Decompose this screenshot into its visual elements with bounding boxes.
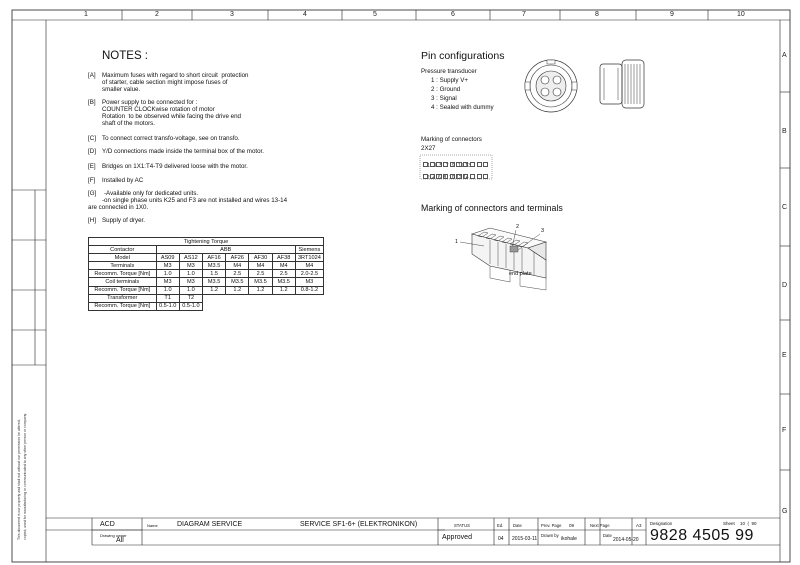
table-row	[89, 286, 324, 294]
table-cell: T2	[179, 294, 202, 302]
table-row	[89, 278, 324, 286]
row-label: E	[782, 352, 787, 359]
sheet-value: 10 ( 90	[740, 521, 757, 526]
table-cell: Contactor	[89, 246, 157, 254]
pin-number: 7	[445, 163, 449, 169]
column-label: 3	[230, 11, 234, 18]
note-line: Bridges on 1X1:T4-T9 delivered loose with the motor.	[102, 163, 248, 170]
terminals-title: Marking of connectors and terminals	[421, 203, 563, 213]
note-line: Maximum fuses with regard to short circuit protection	[102, 72, 249, 79]
next-page-label: Next Page	[590, 523, 610, 528]
note-line: -Available only for dedicated units.	[104, 190, 199, 197]
table-cell: M3	[156, 278, 179, 286]
table-row	[89, 270, 324, 278]
table-cell: 0.8-1.2	[295, 286, 323, 294]
table-cell: 3RT1024	[295, 254, 323, 262]
table-cell: M4	[226, 262, 249, 270]
table-cell: M3	[295, 278, 323, 286]
note-line: Y/D connections made inside the terminal box of the motor.	[102, 148, 264, 155]
designation-number: 9828 4505 99	[650, 527, 754, 544]
table-cell: Coil terminals	[89, 278, 157, 286]
connector-front-icon	[522, 58, 580, 114]
table-title: Tightening Torque	[89, 238, 324, 246]
table-cell: Recomm. Torque [Nm]	[89, 270, 157, 278]
name-label: Name	[147, 523, 158, 528]
note-line: COUNTER CLOCKwise rotation of motor	[102, 106, 215, 113]
drawing-owner: All	[116, 537, 124, 544]
pin-number: 11	[458, 163, 464, 169]
drawn-by-label: Drawn by	[541, 533, 559, 538]
table-cell: 0.5-1.0	[156, 302, 179, 310]
pin-number: 13	[465, 163, 472, 169]
table-cell: 1.2	[203, 286, 226, 294]
row-label: A	[782, 52, 787, 59]
table-row	[89, 302, 324, 310]
table-row	[89, 254, 324, 262]
marking-code: 2X27	[421, 145, 436, 152]
notes-title: NOTES :	[102, 50, 149, 62]
status-value: Approved	[442, 534, 472, 541]
table-cell: AS09	[156, 254, 179, 262]
table-cell: Siemens	[295, 246, 323, 254]
table-cell-empty	[203, 302, 324, 310]
column-label: 7	[522, 11, 526, 18]
pin-number: 2	[426, 175, 430, 181]
column-label: 10	[737, 11, 745, 18]
pin-item: 3 : Signal	[431, 95, 457, 102]
row-label: G	[782, 508, 788, 515]
pin-number: 14	[462, 175, 469, 181]
table-cell: M3.5	[249, 278, 272, 286]
table-cell: 2.0-2.5	[295, 270, 323, 278]
column-label: 8	[595, 11, 599, 18]
column-label: 4	[303, 11, 307, 18]
column-label: 5	[373, 11, 377, 18]
designation-label: Designation	[650, 521, 673, 526]
table-cell: ABB	[156, 246, 295, 254]
pin-number: 12	[455, 175, 462, 181]
table-cell: M4	[249, 262, 272, 270]
table-cell: T1	[156, 294, 179, 302]
pin-item: 4 : Sealed with dummy	[431, 104, 494, 111]
table-cell: M3.5	[272, 278, 295, 286]
service-title: SERVICE SF1-6+ (ELEKTRONIKON)	[300, 521, 418, 528]
pin-number: 1	[427, 163, 431, 169]
table-row	[89, 262, 324, 270]
note-line: smaller value.	[102, 86, 141, 93]
note-key: [F]	[88, 177, 96, 184]
table-row	[89, 238, 324, 246]
table-cell: Transformer	[89, 294, 157, 302]
pin-box-row	[423, 162, 488, 167]
pin-number: 8	[443, 175, 447, 181]
ed-value: 04	[498, 536, 504, 542]
table-cell: 1.0	[156, 270, 179, 278]
pin-number: 6	[437, 175, 441, 181]
pressure-transducer-label: Pressure transducer	[421, 68, 477, 75]
connector-side-icon	[598, 58, 646, 110]
row-label: C	[782, 204, 788, 211]
prev-page-label: Prev. Page	[541, 523, 562, 528]
terminal-label-2: 2	[516, 224, 520, 230]
pin-item: 2 : Ground	[431, 86, 461, 93]
table-cell: Terminals	[89, 262, 157, 270]
table-cell: 1.0	[179, 286, 202, 294]
table-cell: AS12	[179, 254, 202, 262]
table-cell: AF26	[226, 254, 249, 262]
table-cell: Model	[89, 254, 157, 262]
svg-text:copied, used for manufacturing: copied, used for manufacturing or communicated to any other person or company.	[23, 413, 27, 540]
note-line: of starter, cable section might impose fuses of	[102, 79, 228, 86]
note-key: [A]	[88, 72, 96, 79]
note-key: [D]	[88, 148, 96, 155]
note-key: [H]	[88, 217, 96, 224]
table-cell: 1.0	[156, 286, 179, 294]
drawn-by-value: ikohale	[561, 536, 577, 542]
date2-value: 2014-05-20	[613, 537, 639, 543]
note-line: shaft of the motors.	[102, 120, 155, 127]
sheet-label: Sheet	[723, 521, 735, 526]
table-cell: 2.5	[226, 270, 249, 278]
table-cell: M3.5	[203, 262, 226, 270]
table-cell: M3.5	[203, 278, 226, 286]
table-row	[89, 294, 324, 302]
pin-number: 4	[432, 175, 436, 181]
table-cell: 1.2	[226, 286, 249, 294]
column-label: 9	[670, 11, 674, 18]
date-label: Date	[513, 523, 522, 528]
table-cell: M3.5	[226, 278, 249, 286]
note-h	[88, 217, 145, 238]
company: ACD	[100, 521, 115, 528]
row-label: B	[782, 128, 787, 135]
table-cell: M4	[295, 262, 323, 270]
note-line: Installed by AC	[102, 177, 144, 184]
table-cell: 1.2	[272, 286, 295, 294]
pin-configurations-title: Pin configurations	[421, 50, 505, 62]
note-key: [E]	[88, 163, 96, 170]
table-cell: M3	[156, 262, 179, 270]
table-cell: 1.2	[249, 286, 272, 294]
table-cell: M3	[179, 262, 202, 270]
terminal-label-1: 1	[455, 239, 459, 245]
table-cell: 2.5	[249, 270, 272, 278]
column-label: 6	[451, 11, 455, 18]
table-cell: 1.0	[179, 270, 202, 278]
pin-box-row	[423, 174, 488, 179]
note-key: [B]	[88, 99, 96, 106]
table-row	[89, 246, 324, 254]
table-cell: Recomm. Torque [Nm]	[89, 302, 157, 310]
prev-page-value: 09	[569, 523, 575, 528]
table-cell: M3	[179, 278, 202, 286]
pin-number: 3	[433, 163, 437, 169]
table-cell-empty	[203, 294, 324, 302]
table-cell: M4	[272, 262, 295, 270]
note-line: are connected in 1X0.	[88, 204, 149, 211]
note-key: [G]	[88, 190, 97, 197]
table-cell: AF16	[203, 254, 226, 262]
drawing-owner-label: Drawing owner	[100, 533, 127, 538]
column-label: 1	[84, 11, 88, 18]
table-cell: 1.5	[203, 270, 226, 278]
marking-connectors-label: Marking of connectors	[421, 136, 482, 143]
end-plate-label: end plate	[509, 271, 532, 277]
format-value: A3	[636, 523, 642, 528]
pin-item: 1 : Supply V+	[431, 77, 468, 84]
note-line: Rotation to be observed while facing the drive end	[102, 113, 241, 120]
note-line: To connect correct transfo-voltage, see on transfo.	[102, 135, 240, 142]
date-value: 2015-03-11	[512, 536, 538, 542]
row-label: D	[782, 282, 788, 289]
note-key: [C]	[88, 135, 96, 142]
table-cell: AF38	[272, 254, 295, 262]
note-line: -on single phase units K25 and F3 are not installed and wires 13-14	[102, 197, 288, 204]
terminal-label-3: 3	[541, 228, 545, 234]
svg-text:This document is our property: This document is our property and shall not without our permission be altered,	[17, 419, 21, 540]
diagram-name: DIAGRAM SERVICE	[177, 521, 243, 528]
pin-number: 5	[439, 163, 443, 169]
table-cell: 2.5	[272, 270, 295, 278]
table-cell: AF30	[249, 254, 272, 262]
note-g-cont	[88, 204, 149, 218]
row-label: F	[782, 427, 787, 434]
pin-number: 10	[449, 175, 455, 181]
ed-label: Ed.	[497, 523, 504, 528]
note-line: Power supply to be connected for :	[102, 99, 198, 106]
table-cell: 0.5-1.0	[179, 302, 202, 310]
note-line: Supply of dryer.	[102, 217, 145, 224]
tightening-torque-table	[88, 237, 324, 311]
column-label: 2	[155, 11, 159, 18]
date2-label: Date	[603, 533, 612, 538]
pin-number: 9	[451, 163, 455, 169]
status-label: STATUS	[454, 523, 470, 528]
table-cell: Recomm. Torque [Nm]	[89, 286, 157, 294]
